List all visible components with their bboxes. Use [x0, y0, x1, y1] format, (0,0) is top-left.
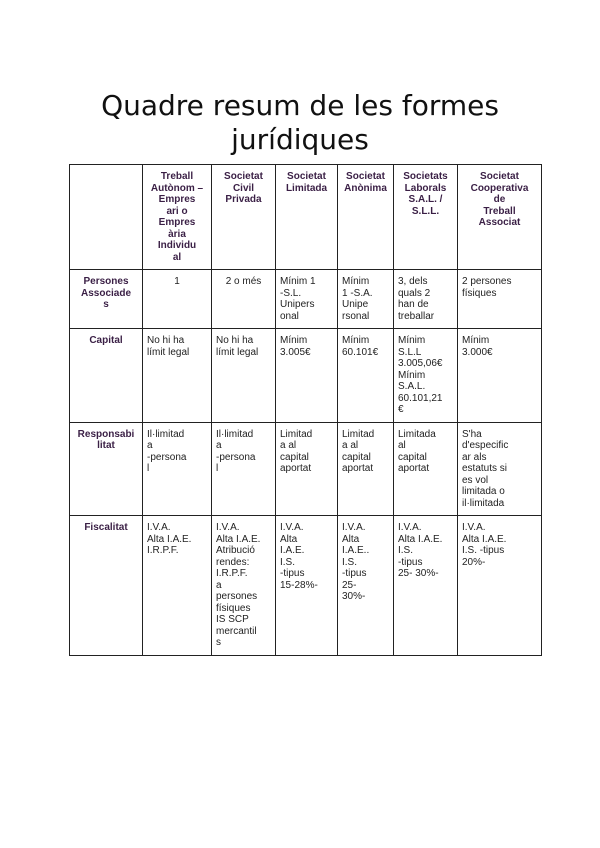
table-cell: Il·limitad a -persona l	[212, 422, 276, 516]
table-cell: Mínim S.L.L 3.005,06€ Mínim S.A.L. 60.101,21 €	[394, 329, 458, 423]
row-label-persones: Persones Associade s	[70, 270, 143, 329]
table-cell: Mínim 1 -S.A. Unipe rsonal	[338, 270, 394, 329]
header-societats-laborals: Societats Laborals S.A.L. / S.L.L.	[394, 165, 458, 270]
header-societat-limitada: Societat Limitada	[276, 165, 338, 270]
row-label-fiscalitat: Fiscalitat	[70, 516, 143, 656]
header-treball-autonom: Treball Autònom – Empres ari o Empres ària Individu al	[143, 165, 212, 270]
table-cell: Mínim 3.000€	[458, 329, 542, 423]
header-societat-anonima: Societat Anònima	[338, 165, 394, 270]
table-cell: Il·limitad a -persona l	[143, 422, 212, 516]
table-cell: Limitada al capital aportat	[394, 422, 458, 516]
table-row	[70, 270, 542, 329]
table-cell: Limitad a al capital aportat	[276, 422, 338, 516]
title-line-1: Quadre resum de les formes	[101, 88, 499, 122]
table-cell: No hi ha límit legal	[143, 329, 212, 423]
table-header-row	[70, 165, 542, 270]
table-cell: No hi ha límit legal	[212, 329, 276, 423]
table-cell: Mínim 60.101€	[338, 329, 394, 423]
table-cell: 2 persones físiques	[458, 270, 542, 329]
title-line-2: jurídiques	[231, 122, 369, 156]
table-row	[70, 516, 542, 656]
table-cell: Mínim 1 -S.L. Unipers onal	[276, 270, 338, 329]
table-row	[70, 329, 542, 423]
table-cell: S'ha d'especific ar als estatuts si es vol limitada o il·limitada	[458, 422, 542, 516]
table-cell: I.V.A. Alta I.A.E. I.S. -tipus 25- 30%-	[394, 516, 458, 656]
table-cell: Mínim 3.005€	[276, 329, 338, 423]
table-cell: I.V.A. Alta I.A.E. I.S. -tipus 20%-	[458, 516, 542, 656]
table-cell: I.V.A. Alta I.A.E. I.R.P.F.	[143, 516, 212, 656]
row-label-responsabilitat: Responsabi litat	[70, 422, 143, 516]
table-cell: I.V.A. Alta I.A.E. I.S. -tipus 15-28%-	[276, 516, 338, 656]
table-row	[70, 422, 542, 516]
header-corner	[70, 165, 143, 270]
table-cell: Limitad a al capital aportat	[338, 422, 394, 516]
table-cell: I.V.A. Alta I.A.E.. I.S. -tipus 25- 30%-	[338, 516, 394, 656]
table-cell: I.V.A. Alta I.A.E. Atribució rendes: I.R.P.F. a persones físiques IS SCP mercantil s	[212, 516, 276, 656]
summary-table	[69, 164, 542, 656]
header-societat-civil-privada: Societat Civil Privada	[212, 165, 276, 270]
table-cell: 1	[143, 270, 212, 329]
row-label-capital: Capital	[70, 329, 143, 423]
page-title	[60, 89, 540, 157]
table-cell: 3, dels quals 2 han de treballar	[394, 270, 458, 329]
header-societat-cooperativa: Societat Cooperativa de Treball Associat	[458, 165, 542, 270]
table-cell: 2 o més	[212, 270, 276, 329]
